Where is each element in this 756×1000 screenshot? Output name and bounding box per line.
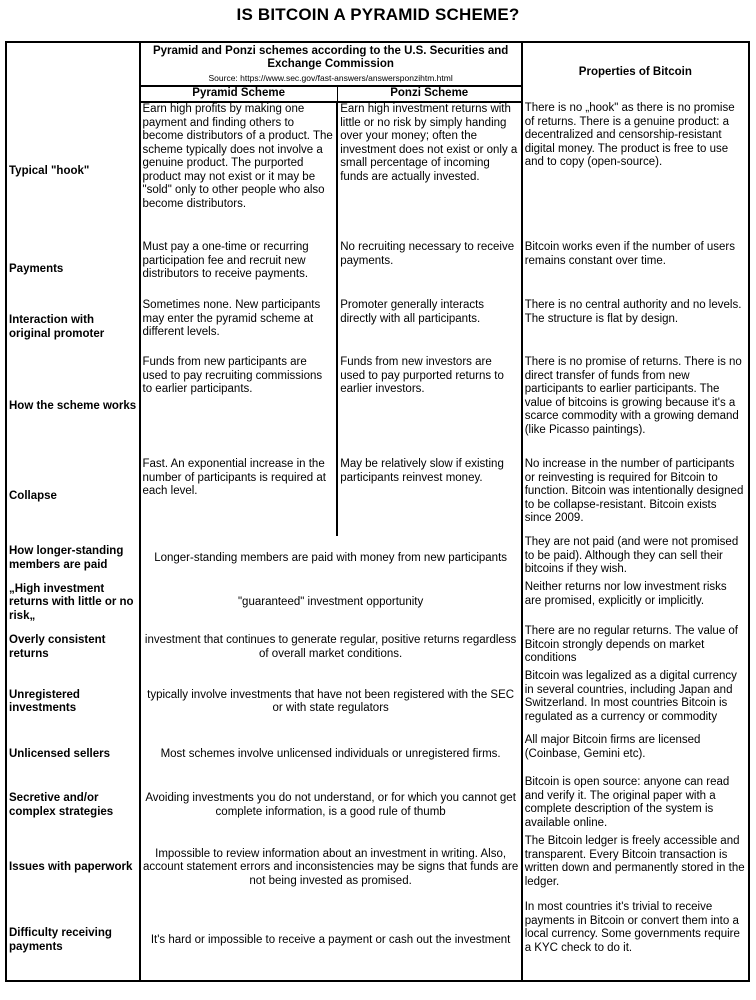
pyramid-header: Pyramid Scheme	[140, 86, 338, 102]
ponzi-cell: Funds from new investors are used to pay purported returns to earlier investors.	[337, 356, 521, 458]
table-row	[6, 356, 749, 458]
bitcoin-cell: Bitcoin works even if the number of users remains constant over time.	[522, 241, 749, 299]
table-row	[6, 299, 749, 356]
sec-header	[140, 42, 522, 86]
bitcoin-cell: Bitcoin is open source: anyone can read and verify it. The original paper with a complete description of the system is available online.	[522, 776, 749, 835]
row-label: Unregistered investments	[9, 688, 80, 714]
ponzi-header: Ponzi Scheme	[337, 86, 521, 102]
sec-merged-cell: typically involve investments that have not been registered with the SEC or with state regulators	[140, 670, 522, 734]
table-row	[6, 901, 749, 981]
row-label: How the scheme works	[9, 400, 137, 413]
empty-corner-cell	[6, 42, 140, 102]
row-label: Unlicensed sellers	[9, 748, 110, 761]
table-row	[6, 625, 749, 670]
bitcoin-cell: There are no regular returns. The value of Bitcoin strongly depends on market conditions	[522, 625, 749, 670]
pyramid-cell: Funds from new participants are used to pay recruiting commissions to earlier participants.	[140, 356, 338, 458]
row-label: Interaction with original promoter	[9, 314, 105, 340]
row-label: Payments	[9, 263, 64, 276]
row-label: Overly consistent returns	[9, 634, 106, 660]
row-label: Issues with paperwork	[9, 861, 133, 874]
ponzi-cell: No recruiting necessary to receive payments.	[337, 241, 521, 299]
table-row	[6, 102, 749, 241]
bitcoin-cell: They are not paid (and were not promised to be paid). Although they can sell their bitcoins if they wish.	[522, 536, 749, 581]
sec-merged-cell: Most schemes involve unlicensed individuals or unregistered firms.	[140, 734, 522, 776]
table-row	[6, 458, 749, 536]
row-label: Collapse	[9, 490, 57, 503]
table-row	[6, 241, 749, 299]
bitcoin-cell: There is no „hook" as there is no promise of returns. There is a genuine product: a decentralized and censorship-resistant digital money. The product is free to use and to copy (open-source).	[522, 102, 749, 241]
sec-merged-cell: Longer-standing members are paid with money from new participants	[140, 536, 522, 581]
table-row	[6, 734, 749, 776]
sec-merged-cell: "guaranteed" investment opportunity	[140, 581, 522, 625]
bitcoin-cell: All major Bitcoin firms are licensed (Coinbase, Gemini etc).	[522, 734, 749, 776]
sec-merged-cell: Avoiding investments you do not understand, or for which you cannot get complete information, is a good rule of thumb	[140, 776, 522, 835]
page-title: IS BITCOIN A PYRAMID SCHEME?	[236, 5, 520, 24]
pyramid-cell: Sometimes none. New participants may enter the pyramid scheme at different levels.	[140, 299, 338, 356]
table-row	[6, 670, 749, 734]
bitcoin-cell: The Bitcoin ledger is freely accessible and transparent. Every Bitcoin transaction is written down and permanently stored in the ledger.	[522, 835, 749, 901]
bitcoin-cell: Bitcoin was legalized as a digital currency in several countries, including Japan and Switzerland. In most countries Bitcoin is regulated as a currency or commodity	[522, 670, 749, 734]
sec-title: Pyramid and Ponzi schemes according to the U.S. Securities and Exchange Commission	[152, 45, 509, 70]
sec-merged-cell: Impossible to review information about an investment in writing. Also, account statement errors and inconsistencies may be signs that funds are not being invested as promised.	[140, 835, 522, 901]
bitcoin-cell: There is no central authority and no levels. The structure is flat by design.	[522, 299, 749, 356]
row-label: Difficulty receiving payments	[9, 927, 112, 953]
properties-header: Properties of Bitcoin	[522, 42, 749, 102]
pyramid-cell: Fast. An exponential increase in the number of participants is required at each level.	[140, 458, 338, 536]
bitcoin-cell: There is no promise of returns. There is no direct transfer of funds from new participants to earlier participants. The value of bitcoins is growing because it's a scarce commodity with a growing demand (like Picasso paintings).	[522, 356, 749, 458]
pyramid-cell: Earn high profits by making one payment and finding others to become distributors of a product. The scheme typically does not involve a genuine product. The purported product may not exist or it may be "sold" only to other people who also become distributors.	[140, 102, 338, 241]
bitcoin-cell: No increase in the number of participants or reinvesting is required for Bitcoin to function. Bitcoin was intentionally designed to be collapse-resistant. Bitcoin exists since 2009.	[522, 458, 749, 536]
table-row	[6, 581, 749, 625]
bitcoin-cell: Neither returns nor low investment risks are promised, explicitly or implicitly.	[522, 581, 749, 625]
ponzi-cell: Promoter generally interacts directly with all participants.	[337, 299, 521, 356]
table-row	[6, 776, 749, 835]
comparison-table	[5, 41, 750, 982]
sec-merged-cell: It's hard or impossible to receive a payment or cash out the investment	[140, 901, 522, 981]
ponzi-cell: Earn high investment returns with little or no risk by simply handing over your money; often the investment does not exist or only a small percentage of incoming funds are actually invested.	[337, 102, 521, 241]
row-label: Typical "hook"	[9, 164, 90, 177]
header-row	[6, 42, 749, 86]
sec-merged-cell: investment that continues to generate regular, positive returns regardless of overall market conditions.	[140, 625, 522, 670]
row-label: Secretive and/or complex strategies	[9, 792, 114, 818]
row-label: How longer-standing members are paid	[9, 545, 124, 571]
bitcoin-cell: In most countries it's trivial to receive payments in Bitcoin or convert them into a local currency. Some governments require a KYC check to do it.	[522, 901, 749, 981]
row-label: „High investment returns with little or no risk„	[9, 582, 134, 622]
ponzi-cell: May be relatively slow if existing participants reinvest money.	[337, 458, 521, 536]
table-row	[6, 536, 749, 581]
table-row	[6, 835, 749, 901]
sec-source: Source: https://www.sec.gov/fast-answers/answersponzihtm.html	[208, 73, 453, 83]
pyramid-cell: Must pay a one-time or recurring participation fee and recruit new distributors to receive payments.	[140, 241, 338, 299]
